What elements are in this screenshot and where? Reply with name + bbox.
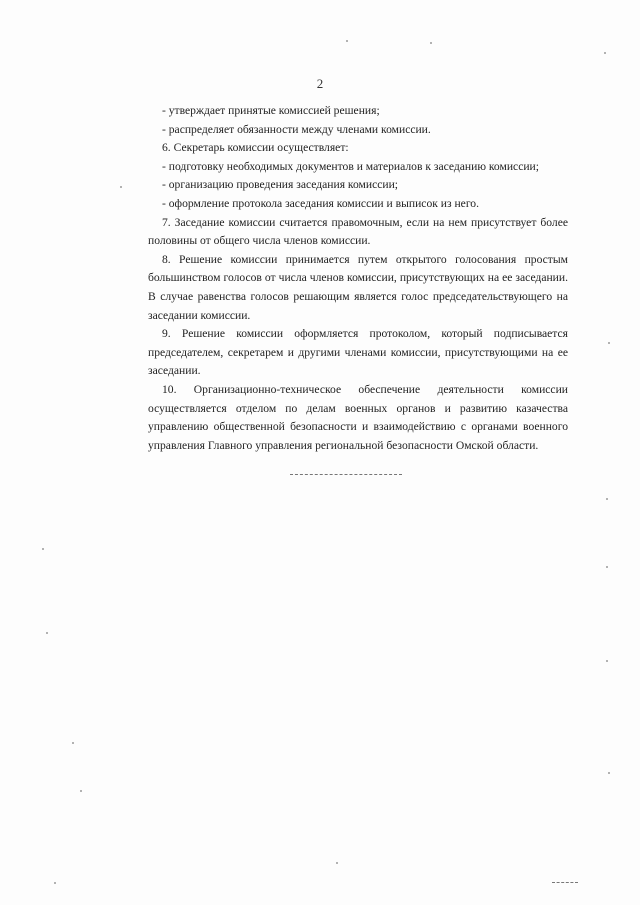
scan-speck [54,882,56,884]
scan-speck [430,42,432,44]
scan-speck [608,772,610,774]
paragraph-organizes-meeting: - организацию проведения заседания комиссии; [162,178,399,192]
paragraph-prepares-protocol: - оформление протокола заседания комиссии и выписок из него. [162,196,479,210]
scan-speck [336,862,338,864]
scan-speck [346,40,348,42]
paragraph-technical-support: 10. Организационно-техническое обеспечение деятельности комиссии осуществляется отделом по делам военных органов и развитию казачества управлению общественной безопасности и взаимодействию с органами военного управления Главного управления региональной безопасности Омской области. [148,382,568,452]
end-of-text-divider [290,474,402,475]
scan-speck [608,342,610,344]
scan-speck [72,742,74,744]
page-number: 2 [316,76,324,91]
scan-corner-mark [552,882,578,883]
scan-speck [120,186,122,188]
paragraph-voting: 8. Решение комиссии принимается путем открытого голосования простым большинством голосов от числа членов комиссии, присутствующих на ее заседании. В случае равенства голосов решающим является голос председательствующего на заседании комиссии. [148,252,568,322]
document-body [148,102,568,455]
paragraph-secretary-duties: 6. Секретарь комиссии осуществляет: [162,141,349,155]
scan-speck [606,498,608,500]
paragraph-approves-decisions: - утверждает принятые комиссией решения; [162,104,380,117]
scan-speck [42,548,44,550]
scan-speck [604,52,606,54]
paragraph-prepares-documents: - подготовку необходимых документов и материалов к заседанию комиссии; [162,159,539,173]
paragraph-protocol-signing: 9. Решение комиссии оформляется протоколом, который подписывается председателем, секретарем и другими членами комиссии, присутствующими на ее заседании. [148,327,568,378]
scan-speck [80,790,82,792]
paragraph-distributes-duties: - распределяет обязанности между членами комиссии. [162,122,431,136]
scan-speck [606,566,608,568]
scan-speck [46,632,48,634]
paragraph-quorum: 7. Заседание комиссии считается правомочным, если на нем присутствует более половины от общего числа членов комиссии. [148,215,568,248]
scan-speck [606,660,608,662]
